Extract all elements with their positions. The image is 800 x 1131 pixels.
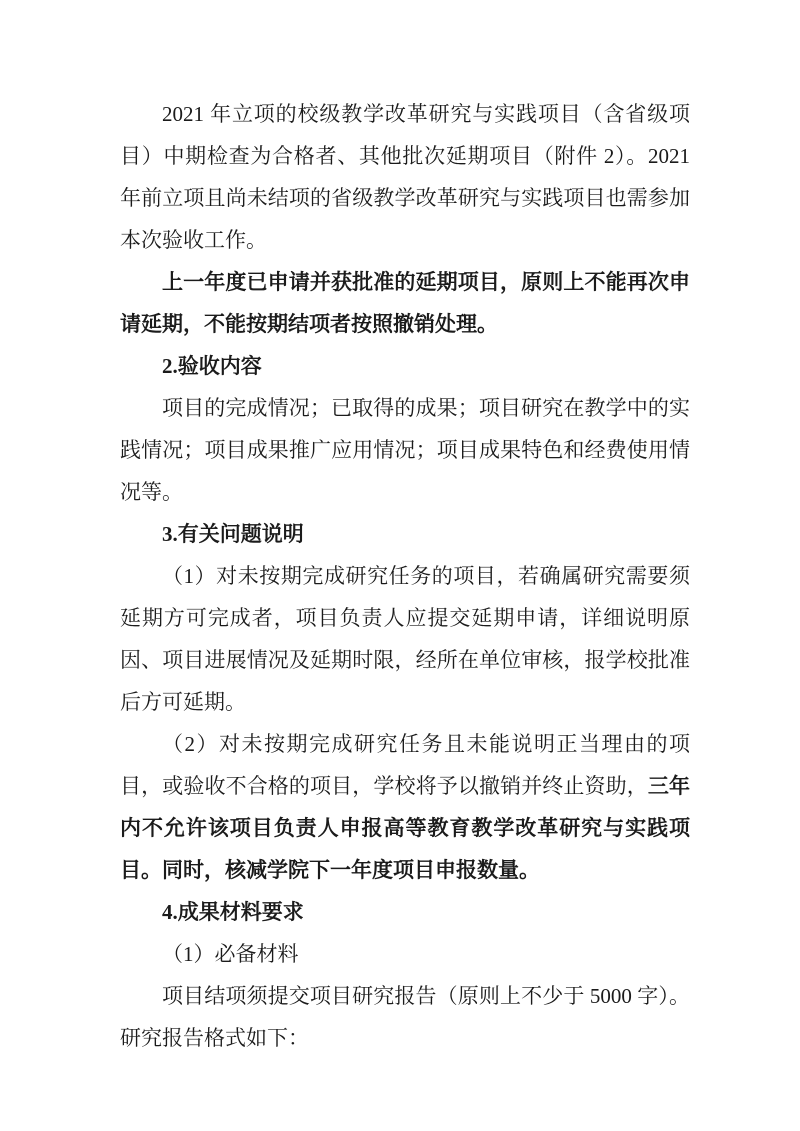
paragraph-issue-1-extension: （1）对未按期完成研究任务的项目，若确属研究需要须延期方可完成者，项目负责人应提交延期申请，详细说明原因、项目进展情况及延期时限，经所在单位审核，报学校批准后方可延期。 <box>120 564 690 714</box>
issue-2-bold-run: 三年内不允许该项目负责人申报高等教育教学改革研究与实践项目。同时，核减学院下一年度项目申报数量。 <box>120 774 691 882</box>
paragraph-report-requirement: 项目结项须提交项目研究报告（原则上不少于 5000 字）。研究报告格式如下： <box>120 984 690 1050</box>
paragraph-project-scope: 2021 年立项的校级教学改革研究与实践项目（含省级项目）中期检查为合格者、其他批次延期项目（附件 2）。2021 年前立项且尚未结项的省级教学改革研究与实践项目也需参加本次验收工作。 <box>120 102 690 252</box>
heading-material-requirements: 4.成果材料要求 <box>162 900 304 924</box>
paragraph-deferral-rule: 上一年度已申请并获批准的延期项目，原则上不能再次申请延期，不能按期结项者按照撤销处理。 <box>120 270 690 336</box>
issue-2-normal-run: （2）对未按期完成研究任务且未能说明正当理由的项目，或验收不合格的项目，学校将予以撤销并终止资助， <box>120 732 690 798</box>
heading-acceptance-content: 2.验收内容 <box>162 354 262 378</box>
paragraph-acceptance-items: 项目的完成情况；已取得的成果；项目研究在教学中的实践情况；项目成果推广应用情况；项目成果特色和经费使用情况等。 <box>120 396 690 504</box>
paragraph-required-materials-label: （1）必备材料 <box>162 942 299 966</box>
paragraph-issue-2-revocation <box>120 723 690 891</box>
heading-issues-explanation: 3.有关问题说明 <box>162 522 304 546</box>
